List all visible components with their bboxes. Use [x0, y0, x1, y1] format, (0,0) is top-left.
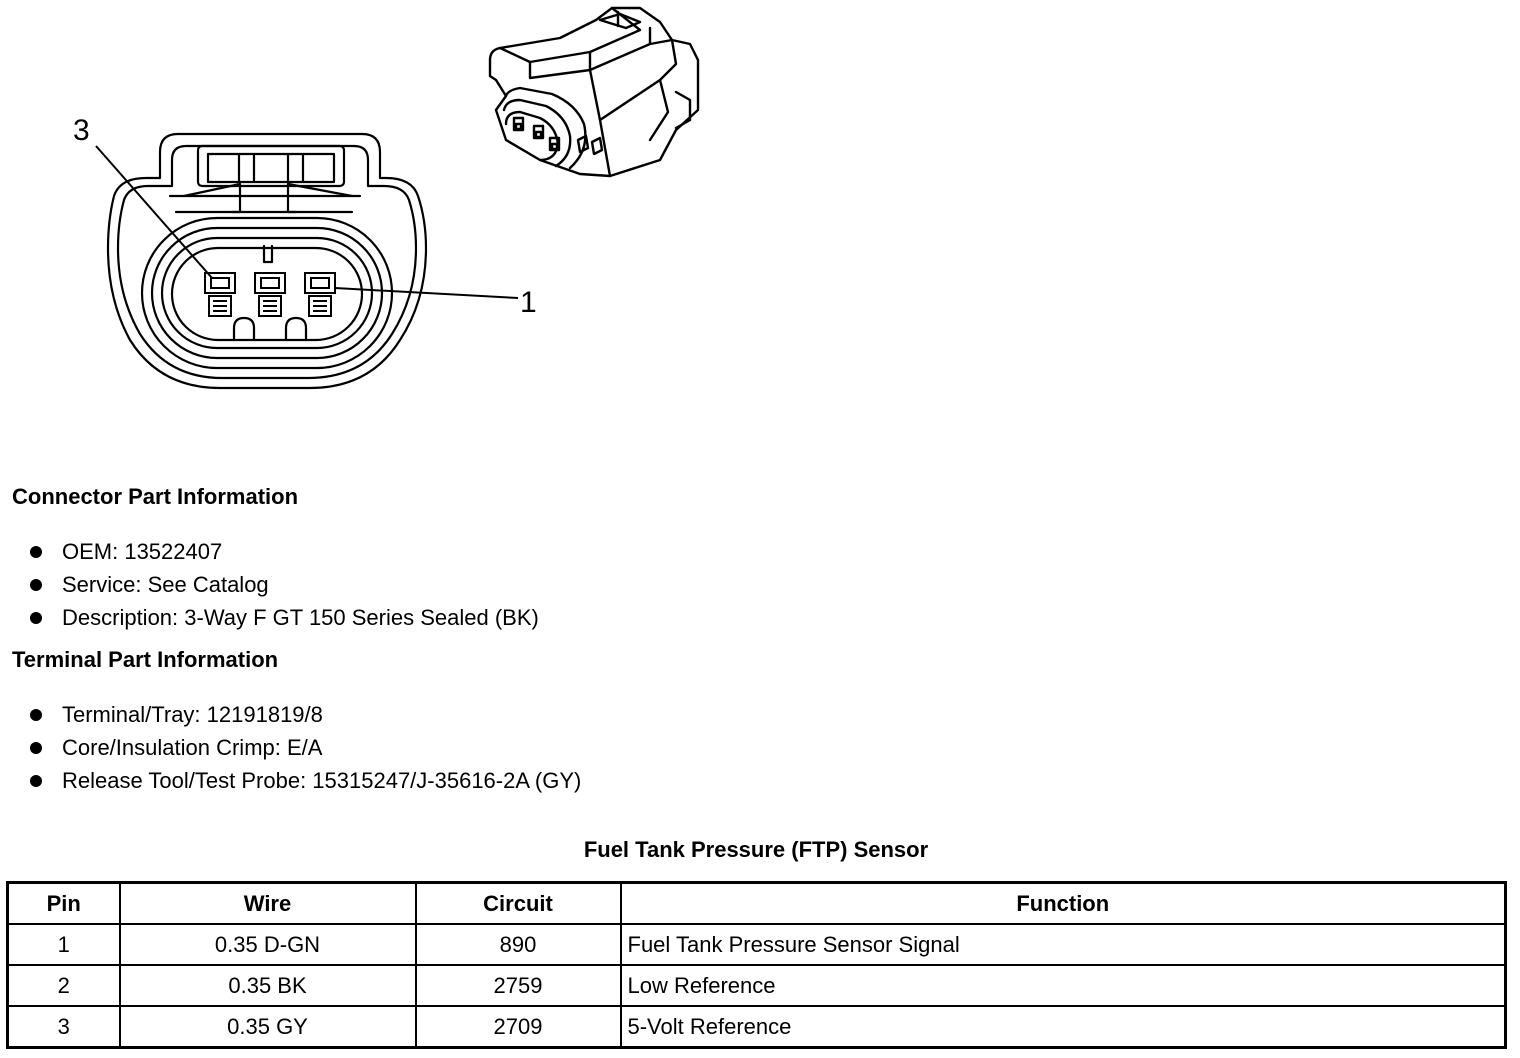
table-header-row — [8, 883, 1506, 925]
list-item — [0, 768, 581, 801]
bottom-key-left — [234, 318, 254, 340]
table-row — [8, 1006, 1506, 1048]
cell-function: Low Reference — [621, 965, 1506, 1006]
bullet-icon — [30, 612, 42, 624]
list-item-text: Release Tool/Test Probe: 15315247/J-35616-2A (GY) — [62, 768, 582, 793]
pin-table-title: Fuel Tank Pressure (FTP) Sensor — [583, 837, 929, 862]
bullet-icon — [30, 775, 42, 787]
terminal-info-list — [0, 702, 581, 801]
list-item — [0, 572, 539, 605]
latch-frame — [198, 146, 344, 186]
list-item-text: Description: 3-Way F GT 150 Series Sealed (BK) — [62, 605, 539, 630]
list-item-text: Core/Insulation Crimp: E/A — [62, 735, 323, 760]
cell-wire: 0.35 BK — [120, 965, 416, 1006]
connector-diagram — [0, 0, 760, 420]
table-row — [8, 965, 1506, 1006]
terminal-info-heading: Terminal Part Information — [12, 647, 279, 672]
cell-function: 5-Volt Reference — [621, 1006, 1506, 1048]
header-circuit: Circuit — [416, 883, 621, 925]
connector-isometric-view — [490, 8, 698, 176]
header-wire: Wire — [120, 883, 416, 925]
list-item — [0, 605, 539, 638]
cell-circuit: 890 — [416, 924, 621, 965]
header-function: Function — [621, 883, 1506, 925]
table-row — [8, 924, 1506, 965]
connector-info-list — [0, 539, 539, 638]
bullet-icon — [30, 579, 42, 591]
bullet-icon — [30, 546, 42, 558]
connector-info-heading: Connector Part Information — [12, 484, 299, 509]
cell-function: Fuel Tank Pressure Sensor Signal — [621, 924, 1506, 965]
list-item — [0, 539, 539, 572]
list-item — [0, 702, 581, 735]
list-item-text: OEM: 13522407 — [62, 539, 223, 564]
latch-frame-inner — [208, 154, 334, 182]
cell-wire: 0.35 GY — [120, 1006, 416, 1048]
cell-circuit: 2759 — [416, 965, 621, 1006]
bullet-icon — [30, 709, 42, 721]
bullet-icon — [30, 742, 42, 754]
callout-pin-1: 1 — [520, 286, 537, 319]
callout-pin-3: 3 — [73, 114, 90, 147]
terminal-cavity-3 — [205, 273, 235, 316]
latch-tab-right — [288, 184, 352, 212]
terminal-cavity-1 — [305, 273, 335, 316]
bottom-key-right — [286, 318, 306, 340]
cell-circuit: 2709 — [416, 1006, 621, 1048]
cell-pin: 3 — [8, 1006, 120, 1048]
cell-pin: 1 — [8, 924, 120, 965]
pin-table — [6, 881, 1507, 1049]
list-item — [0, 735, 581, 768]
header-pin: Pin — [8, 883, 120, 925]
list-item-text: Service: See Catalog — [62, 572, 269, 597]
cell-pin: 2 — [8, 965, 120, 1006]
latch-tab-left — [184, 184, 240, 212]
list-item-text: Terminal/Tray: 12191819/8 — [62, 702, 323, 727]
terminal-cavity-2 — [255, 273, 285, 316]
cell-wire: 0.35 D-GN — [120, 924, 416, 965]
